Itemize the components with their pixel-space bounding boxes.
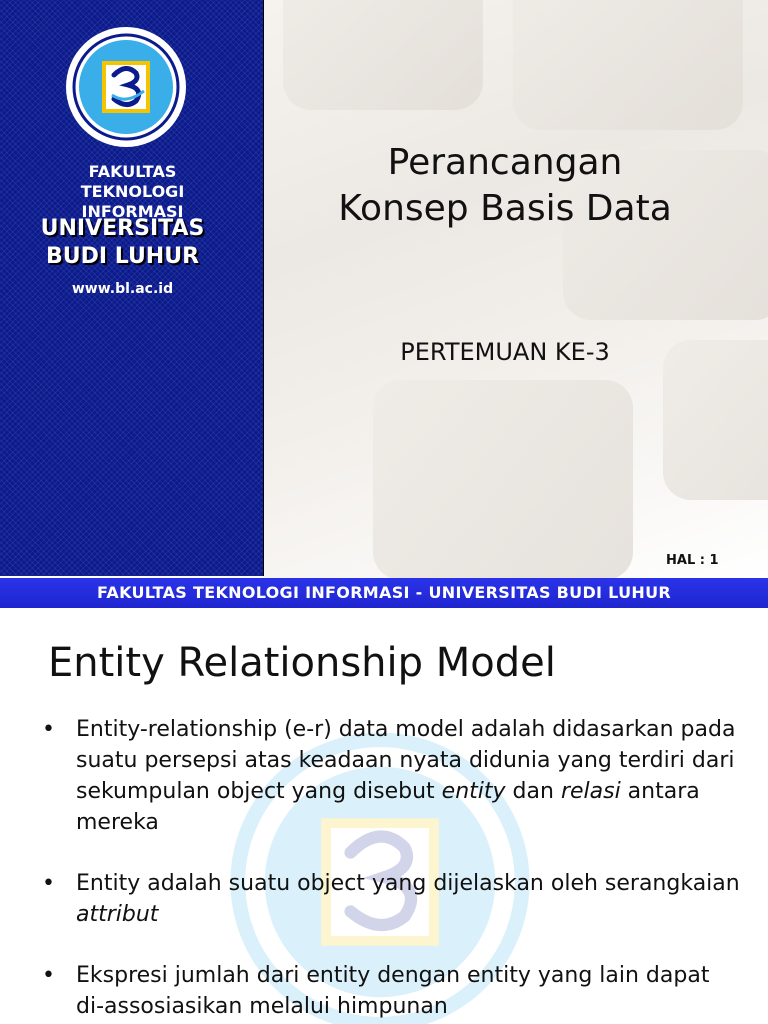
list-item: • Entity adalah suatu object yang dijelaskan oleh serangkaian attribut [40, 868, 740, 930]
university-line-2: BUDI LUHUR [45, 244, 200, 269]
budi-luhur-logo-icon [64, 25, 188, 149]
page-number: HAL : 1 [666, 553, 719, 568]
bullet-icon: • [42, 963, 55, 988]
university-name [10, 215, 235, 271]
slide-title-line-2: Konsep Basis Data [338, 188, 672, 229]
bullet-icon: • [42, 717, 55, 742]
bullet-icon: • [42, 871, 55, 896]
list-item: • Entity-relationship (e-r) data model adalah didasarkan pada suatu persepsi atas keadaan nyata didunia yang terdiri dari sekumpulan object yang disebut entity dan relasi antara mereka [40, 714, 740, 838]
slide-title-line-1: Perancangan [387, 142, 623, 183]
content-title: Entity Relationship Model [48, 640, 556, 686]
keyboard-background [263, 0, 768, 578]
list-item: • Ekspresi jumlah dari entity dengan entity yang lain dapat di-assosiasikan melalui himpunan [40, 960, 740, 1022]
university-line-1: UNIVERSITAS [40, 216, 205, 241]
bullet-list [40, 714, 740, 1024]
footer-bar: FAKULTAS TEKNOLOGI INFORMASI - UNIVERSITAS BUDI LUHUR [0, 578, 768, 608]
faculty-name: FAKULTAS TEKNOLOGI INFORMASI [80, 162, 185, 221]
slide-subtitle: PERTEMUAN KE-3 [400, 338, 610, 366]
blue-side-panel [0, 0, 264, 576]
website-link[interactable]: www.bl.ac.id [71, 281, 174, 297]
content-slide [0, 610, 768, 1024]
slide-title [290, 140, 720, 232]
